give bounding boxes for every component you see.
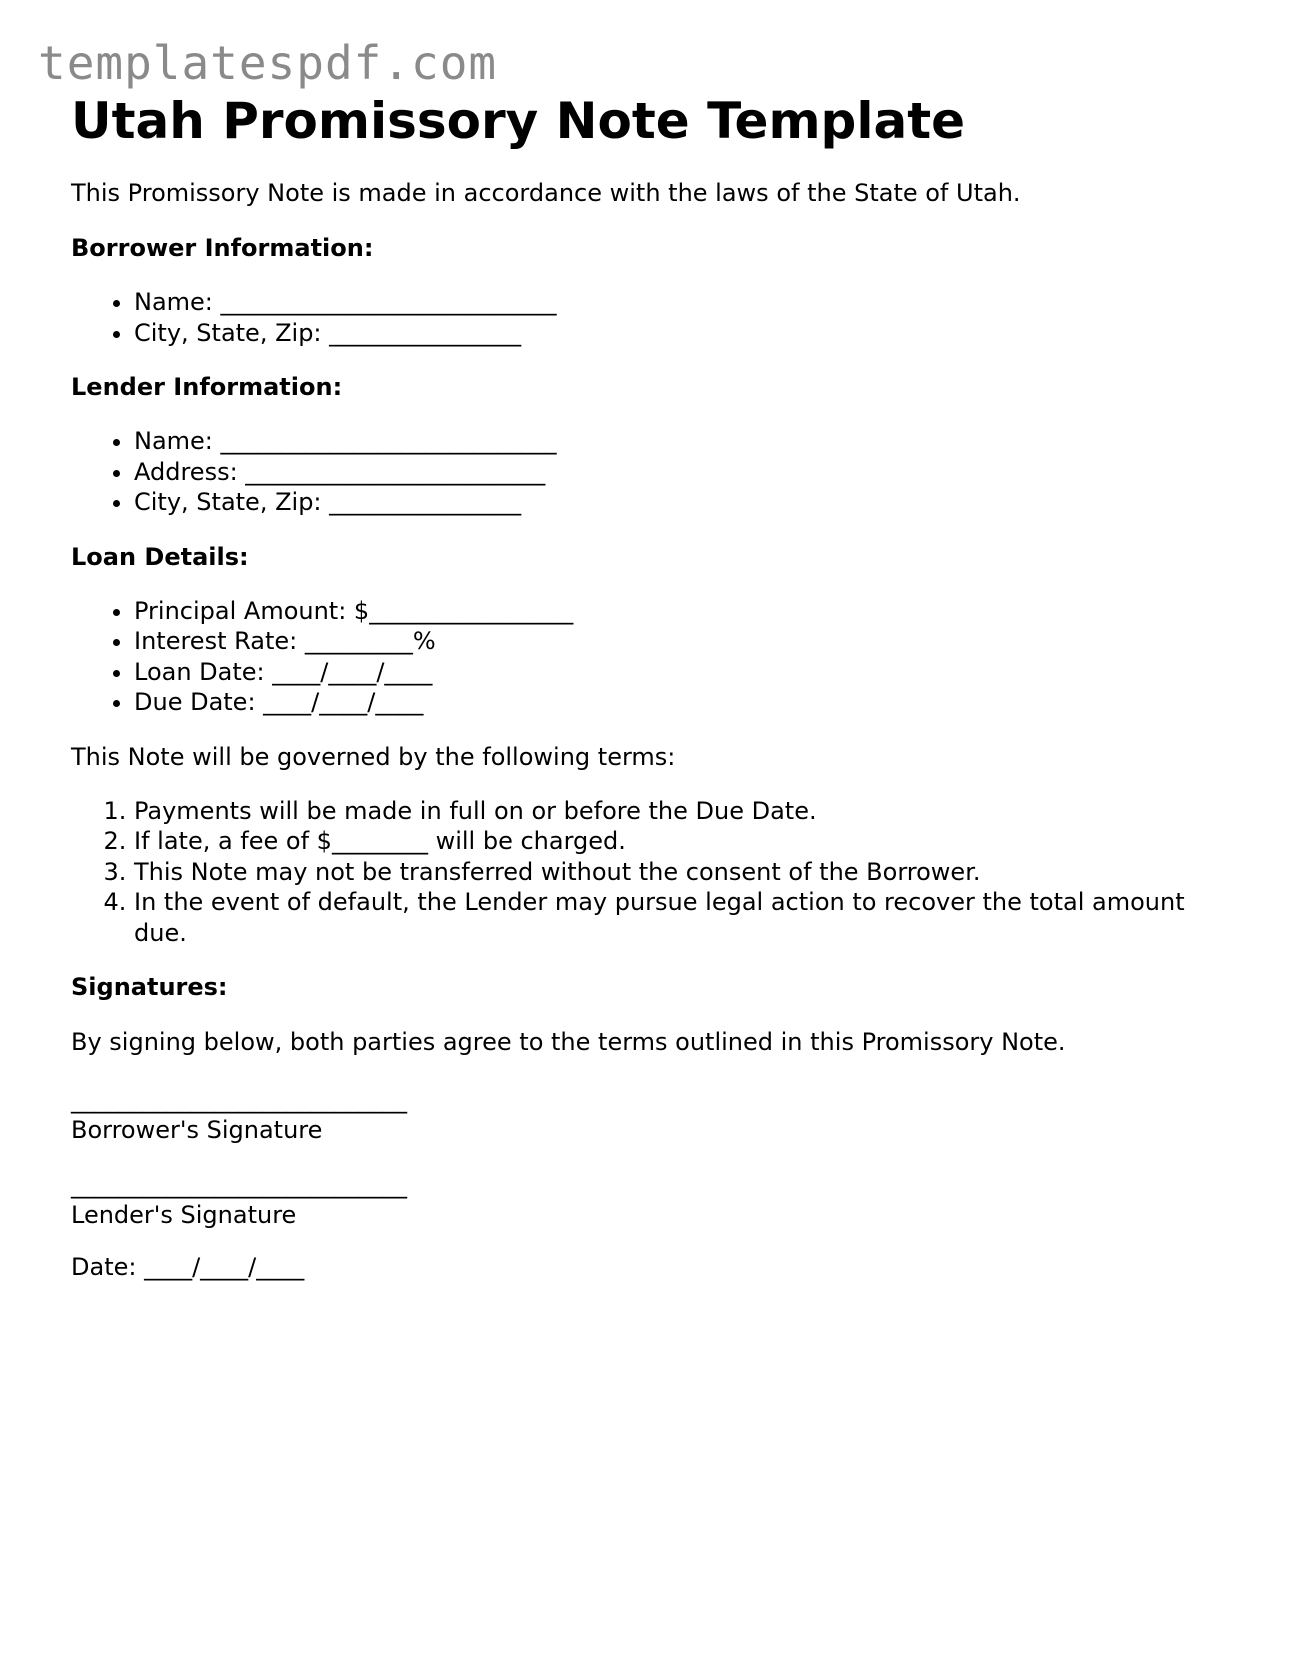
lender-address-field: • Address: _________________________ [134,457,1231,488]
due-date-field: • Due Date: ____/____/____ [134,687,1231,718]
term-item: 2. If late, a fee of $________ will be charged. [134,826,1231,857]
loan-details-list [71,596,1231,718]
document-title: Utah Promissory Note Template [71,92,966,150]
term-item: 4. In the event of default, the Lender may pursue legal action to recover the total amount due. [134,887,1231,948]
signatures-heading: Signatures: [71,973,228,1001]
loan-details-heading: Loan Details: [71,542,249,571]
borrower-signature-line: ____________________________ [71,1086,407,1114]
loan-date-field: • Loan Date: ____/____/____ [134,657,1231,688]
terms-intro: This Note will be governed by the following terms: [71,742,676,771]
interest-rate-field: • Interest Rate: _________% [134,626,1231,657]
borrower-list [71,287,1231,348]
lender-signature-label: Lender's Signature [71,1201,297,1229]
borrower-city-state-zip-field: • City, State, Zip: ________________ [134,318,1231,349]
lender-heading: Lender Information: [71,373,343,401]
document-page [71,88,1231,1283]
term-item: 3. This Note may not be transferred without the consent of the Borrower. [134,857,1231,888]
lender-list [71,426,1231,518]
watermark: templatespdf.com [38,36,498,90]
lender-city-state-zip-field: • City, State, Zip: ________________ [134,487,1231,518]
intro-paragraph: This Promissory Note is made in accordance with the laws of the State of Utah. [71,179,1021,207]
borrower-signature-label: Borrower's Signature [71,1116,323,1144]
lender-name-field: • Name: ____________________________ [134,426,1231,457]
term-item: 1. Payments will be made in full on or before the Due Date. [134,796,1231,827]
borrower-heading: Borrower Information: [71,234,374,262]
signatures-statement: By signing below, both parties agree to the terms outlined in this Promissory Note. [71,1028,1066,1056]
signature-date-field: Date: ____/____/____ [71,1253,305,1281]
lender-signature-block [71,1170,1231,1230]
lender-signature-line: ____________________________ [71,1171,407,1199]
borrower-signature-block [71,1085,1231,1145]
principal-amount-field: • Principal Amount: $_________________ [134,596,1231,627]
terms-list [71,796,1231,949]
borrower-name-field: • Name: ____________________________ [134,287,1231,318]
